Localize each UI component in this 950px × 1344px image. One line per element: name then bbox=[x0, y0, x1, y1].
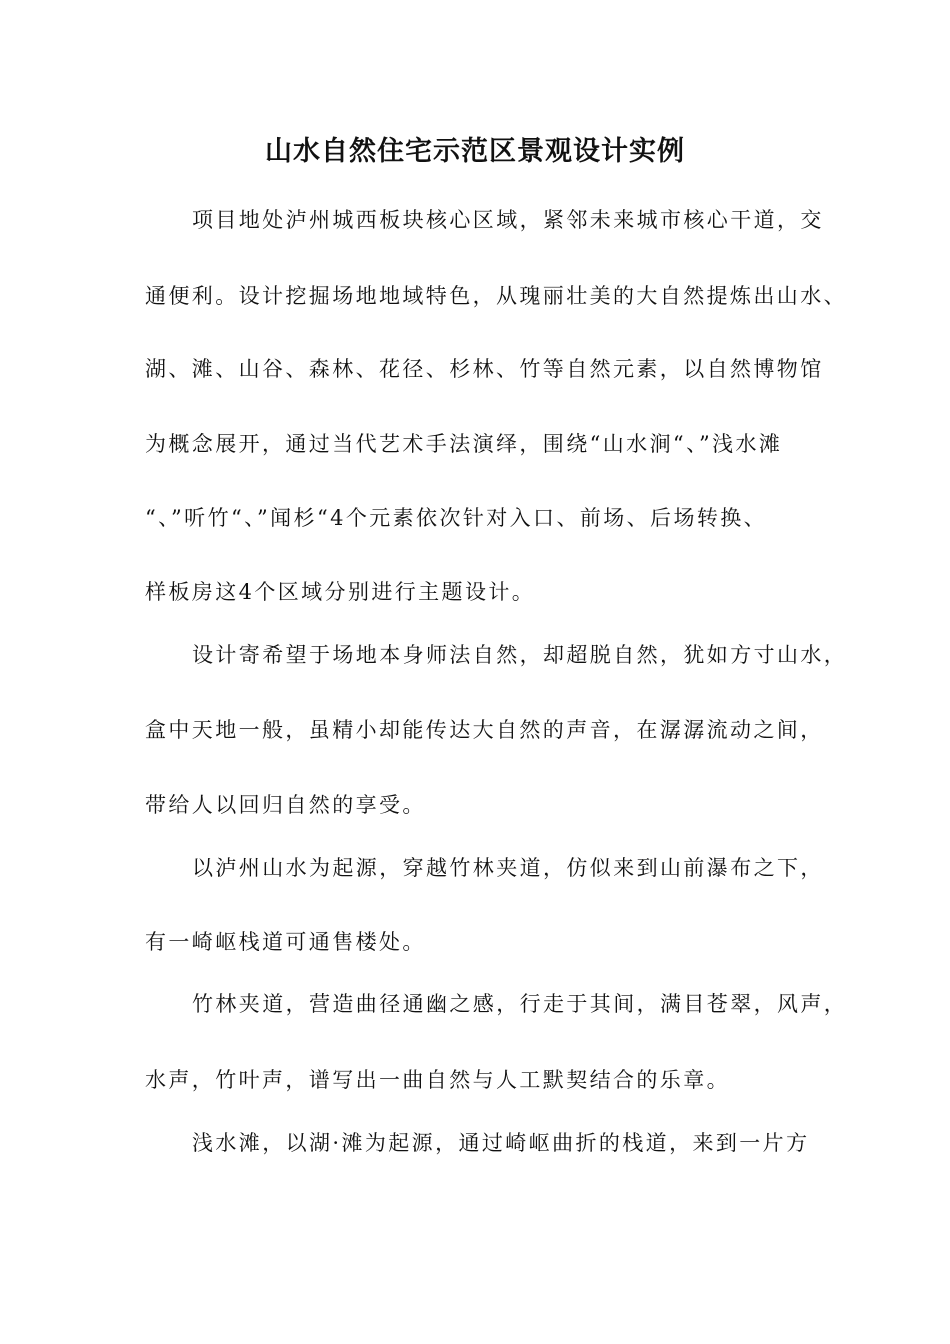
paragraph-line: “、”听竹“、”闻杉“4个元素依次针对入口、前场、后场转换、 bbox=[145, 506, 768, 530]
paragraph-line: 水声，竹叶声，谱写出一曲自然与人工默契结合的乐章。 bbox=[145, 1068, 730, 1092]
paragraph-line: 通便利。设计挖掘场地地域特色，从瑰丽壮美的大自然提炼出山水、 bbox=[145, 284, 847, 308]
document-title: 山水自然住宅示范区景观设计实例 bbox=[265, 136, 685, 167]
paragraph-line: 湖、滩、山谷、森林、花径、杉林、竹等自然元素，以自然博物馆 bbox=[145, 357, 824, 381]
paragraph-line: 设计寄希望于场地本身师法自然，却超脱自然，犹如方寸山水， bbox=[192, 643, 848, 667]
paragraph-line: 竹林夹道，营造曲径通幽之感，行走于其间，满目苍翠，风声， bbox=[192, 992, 848, 1016]
paragraph-line: 有一崎岖栈道可通售楼处。 bbox=[145, 930, 426, 954]
paragraph-line: 带给人以回归自然的享受。 bbox=[145, 793, 426, 817]
paragraph-line: 样板房这4个区域分别进行主题设计。 bbox=[145, 580, 536, 604]
paragraph-line: 浅水滩，以湖·滩为起源，通过崎岖曲折的栈道，来到一片方 bbox=[192, 1131, 810, 1155]
paragraph-line: 为概念展开，通过当代艺术手法演绎，围绕“山水涧“、”浅水滩 bbox=[145, 432, 783, 456]
paragraph-line: 以泸州山水为起源，穿越竹林夹道，仿似来到山前瀑布之下， bbox=[192, 856, 824, 880]
paragraph-line: 项目地处泸州城西板块核心区域，紧邻未来城市核心干道，交 bbox=[192, 208, 824, 232]
paragraph-line: 盒中天地一般，虽精小却能传达大自然的声音，在潺潺流动之间， bbox=[145, 718, 824, 742]
